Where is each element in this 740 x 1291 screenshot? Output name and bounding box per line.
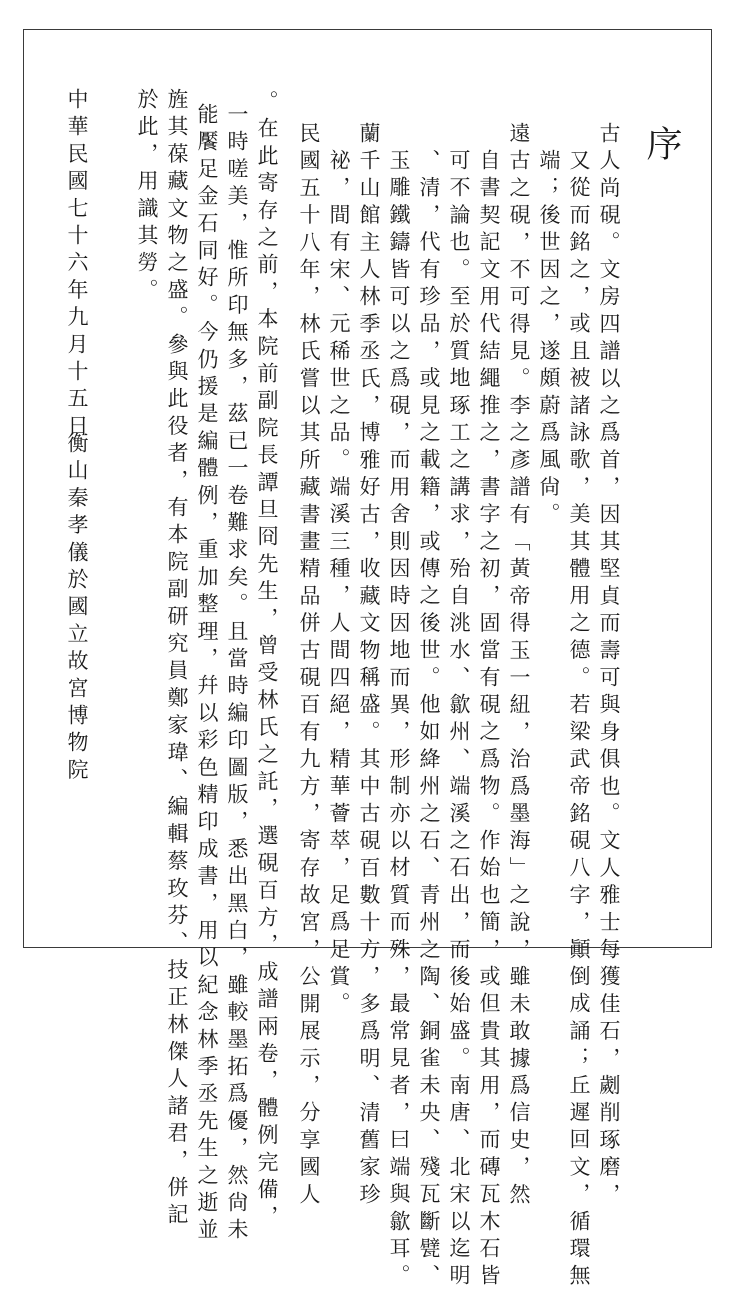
- text-column-12: 。在此寄存之前，本院前副院長譚旦冏先生，曾受林氏之託，選硯百方，成譜兩卷，體例完備，: [255, 90, 279, 1233]
- text-column-4: 遠古之硯，不可得見。李之彥譜有「黃帝得玉一紐，治爲墨海」之說，雖未敢據爲信史，然: [507, 122, 531, 1210]
- preface-title: 序: [641, 125, 682, 161]
- text-column-6: 可不論也。至於質地琢工之講求，殆自洮水、歙州、端溪之石出，而後始盛。南唐、北宋以迄明: [447, 149, 471, 1291]
- text-column-2: 又從而銘之，或且被諸詠歌，美其體用之德。若梁武帝銘硯八字，顚倒成誦；丘遲回文，循環無: [567, 149, 591, 1291]
- text-column-3: 端；後世因之，遂頗蔚爲風尙。: [537, 149, 561, 530]
- text-column-13: 一時嗟美，惟所印無多，茲已一卷難求矣。且當時編印圖版，悉出黑白，雖較墨拓爲優，然尙未: [225, 103, 249, 1246]
- text-column-7: 、清，代有珍品，或見之載籍，或傳之後世。他如絳州之石、青州之陶、銅雀未央、殘瓦斷甓、: [417, 149, 441, 1291]
- text-column-8: 玉雕鐵鑄皆可以之爲硯，而用舍則因時因地而異，形制亦以材質而殊，最常見者，曰端與歙耳。: [387, 149, 411, 1291]
- text-column-14: 能饜足金石同好。今仍援是編體例，重加整理，幷以彩色精印成書，用以紀念林季丞先生之逝並: [195, 103, 219, 1246]
- text-column-16: 於此，用識其勞。: [135, 88, 159, 306]
- text-column-11: 民國五十八年，林氏嘗以其所藏書畫精品併古硯百有九方，寄存故宮，公開展示，分享國人: [297, 122, 321, 1210]
- text-column-10: 祕，間有宋、元稀世之品。端溪三種，人間四絕，精華薈萃，足爲足賞。: [327, 149, 351, 1020]
- text-column-15: 旌其葆藏文物之盛。參與此役者，有本院副研究員鄭家瑋、編輯蔡玫芬、技正林傑人諸君，併記: [165, 88, 189, 1231]
- text-column-1: 古人尚硯。文房四譜以之爲首，因其堅貞而壽可與身俱也。文人雅士每獲佳石，劌削琢磨，: [597, 122, 621, 1210]
- text-column-5: 自書契記文用代結繩推之，書字之初，固當有硯之爲物。作始也簡，或但貴其用，而磚瓦木石皆: [477, 149, 501, 1291]
- signature-line: 衡山秦孝儀於國立故宮博物院: [65, 432, 89, 786]
- text-column-9: 蘭千山館主人林季丞氏，博雅好古，收藏文物稱盛。其中古硯百數十方，多爲明、清舊家珍: [357, 122, 381, 1210]
- date-line: 中華民國七十六年九月十五日: [65, 88, 89, 442]
